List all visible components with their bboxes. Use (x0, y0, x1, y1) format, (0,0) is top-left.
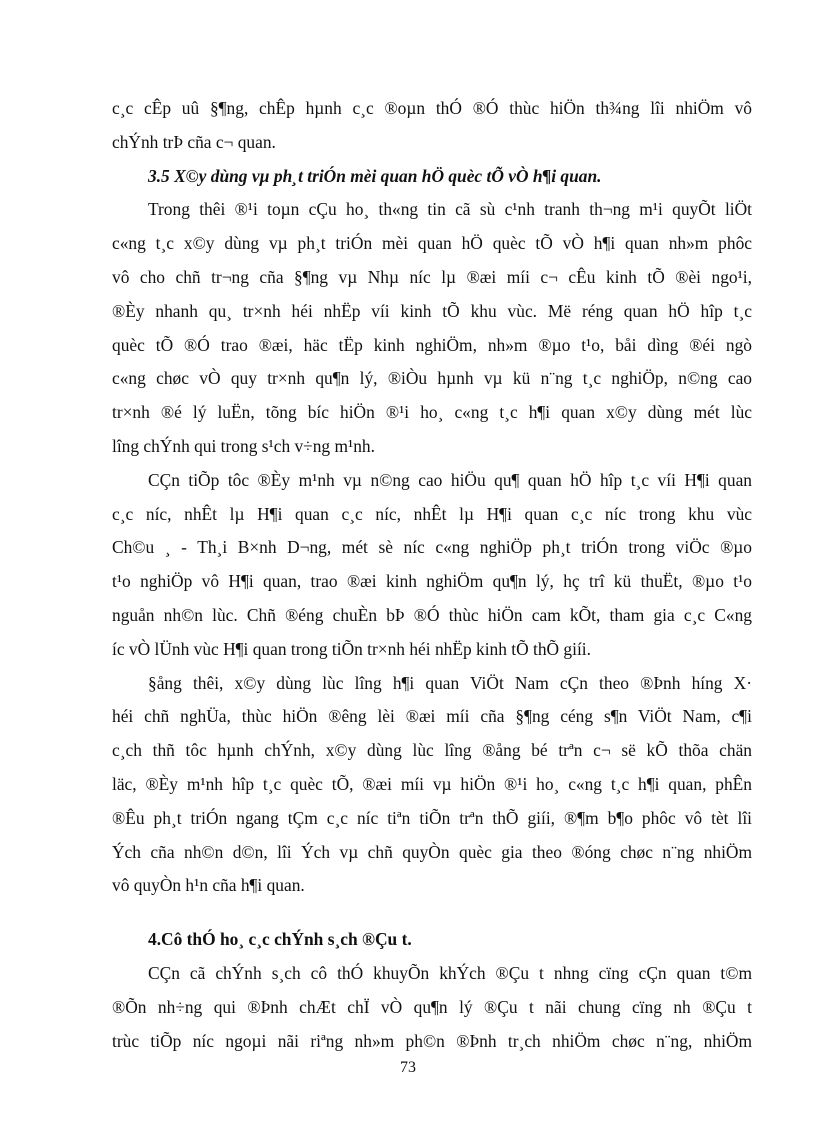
text-line: c«ng t¸c x©y dùng vµ ph¸t triÓn mèi quan hÖ quèc tÕ vÒ h¶i quan nh»m phôc (112, 233, 752, 254)
section-heading: 3.5 X©y dùng vµ ph¸t triÓn mèi quan hÖ quèc tÕ vÒ h¶i quan. (148, 165, 602, 186)
text-line: ®Õn nh÷ng qui ®Þnh chÆt chÏ vÒ qu¶n lý ®Çu t nãi chung cïng nh ®Çu t (112, 996, 752, 1017)
text-line: ®Èy nhanh qu¸ tr×nh héi nhËp víi kinh tÕ khu vùc. Më réng quan hÖ hîp t¸c (112, 300, 752, 321)
text-line: Ých cña nh©n d©n, lîi Ých vµ chñ quyÒn quèc gia theo ®óng chøc n¨ng nhiÖm (112, 841, 752, 862)
paragraph-gap (112, 903, 752, 923)
section-heading: 4.Cô thÓ ho¸ c¸c chÝnh s¸ch ®Çu t. (148, 929, 412, 950)
text-line: c¸ch thñ tôc hµnh chÝnh, x©y dùng lùc lîng ®ång bé trªn c¬ së kÕ thõa chän (112, 740, 752, 761)
text-line: CÇn tiÕp tôc ®Èy m¹nh vµ n©ng cao hiÖu qu¶ quan hÖ hîp t¸c víi H¶i quan (148, 469, 752, 490)
text-line: quèc tÕ ®Ó trao ®æi, häc tËp kinh nghiÖm, nh»m ®µo t¹o, båi dìng ®éi ngò (112, 334, 752, 355)
text-line: c¸c cÊp uû §¶ng, chÊp hµnh c¸c ®oµn thÓ ®Ó thùc hiÖn th¾ng lîi nhiÖm vô (112, 98, 752, 118)
text-line: vô cho chñ tr¬ng cña §¶ng vµ Nhµ níc lµ ®æi míi c¬ cÊu kinh tÕ ®èi ngo¹i, (112, 266, 752, 287)
text-line: lîng chÝnh qui trong s¹ch v÷ng m¹nh. (112, 435, 375, 456)
text-line: Trong thêi ®¹i toµn cÇu ho¸ th«ng tin cã sù c¹nh tranh th¬ng m¹i quyÕt liÖt (148, 199, 752, 220)
text-line: §ång thêi, x©y dùng lùc lîng h¶i quan ViÖt Nam cÇn theo ®Þnh híng X· (148, 672, 752, 693)
text-line: tr×nh ®é lý luËn, tõng bíc hiÖn ®¹i ho¸ c«ng t¸c h¶i quan x©y dùng mét lùc (112, 402, 752, 423)
text-line: c¸c níc, nhÊt lµ H¶i quan c¸c níc, nhÊt lµ H¶i quan c¸c níc trong khu vùc (112, 503, 752, 524)
document-body (112, 92, 752, 1058)
text-line: héi chñ nghÜa, thùc hiÖn ®êng lèi ®æi míi cña §¶ng céng s¶n ViÖt Nam, c¶i (112, 706, 752, 727)
text-line: läc, ®Èy m¹nh hîp t¸c quèc tÕ, ®æi míi vµ hiÖn ®¹i ho¸ c«ng t¸c h¶i quan, phÊn (112, 773, 752, 794)
text-line: íc vÒ lÜnh vùc H¶i quan trong tiÕn tr×nh héi nhËp kinh tÕ thÕ giíi. (112, 638, 591, 659)
text-line: Ch©u ¸ - Th¸i B×nh D¬ng, mét sè níc c«ng nghiÖp ph¸t triÓn trong viÖc ®µo (112, 537, 752, 558)
text-line: vô quyÒn h¹n cña h¶i quan. (112, 875, 305, 896)
text-line: chÝnh trÞ cña c¬ quan. (112, 131, 276, 152)
text-line: c«ng chøc vÒ quy tr×nh qu¶n lý, ®iÒu hµnh vµ kü n¨ng t¸c nghiÖp, n©ng cao (112, 368, 752, 389)
text-line: t¹o nghiÖp vô H¶i quan, trao ®æi kinh nghiÖm qu¶n lý, hç trî kü thuËt, ®µo t¹o (112, 571, 752, 592)
page-number: 73 (400, 1059, 416, 1076)
text-line: CÇn cã chÝnh s¸ch cô thÓ khuyÕn khÝch ®Çu t nhng cïng cÇn quan t©m (148, 962, 752, 983)
text-line: nguån nh©n lùc. Chñ ®éng chuÈn bÞ ®Ó thùc hiÖn cam kÕt, tham gia c¸c C«ng (112, 604, 752, 625)
text-line: ®Êu ph¸t triÓn ngang tÇm c¸c níc tiªn tiÕn trªn thÕ giíi, ®¶m b¶o phôc vô tèt lîi (112, 807, 752, 828)
text-line: trùc tiÕp níc ngoµi nãi riªng nh»m ph©n ®Þnh tr¸ch nhiÖm chøc n¨ng, nhiÖm (112, 1030, 752, 1051)
